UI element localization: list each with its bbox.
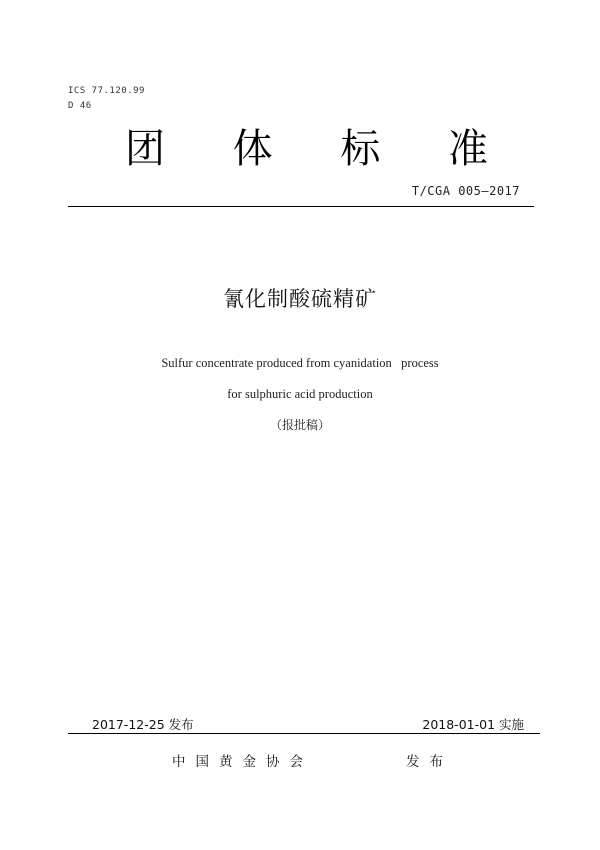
document-type-heading: [68, 120, 538, 178]
top-divider: [68, 206, 534, 207]
issue-date: 2017-12-25 发布: [92, 717, 194, 732]
ics-code: ICS 77.120.99: [68, 86, 145, 96]
publish-label: 发布: [406, 754, 453, 770]
ccs-code: D 46: [68, 101, 92, 111]
doc-type-char: 准: [447, 126, 488, 172]
title-english-line-2: for sulphuric acid production: [227, 387, 373, 401]
implementation-date: 2018-01-01 实施: [422, 717, 524, 732]
doc-type-char: 团: [125, 126, 165, 172]
standard-number: T/CGA 005—2017: [411, 184, 520, 198]
doc-type-char: 体: [232, 126, 273, 172]
publisher-name: 中国黄金协会: [172, 754, 313, 770]
draft-status: （报批稿）: [269, 418, 330, 432]
title-english-line-1: Sulfur concentrate produced from cyanidation process: [161, 356, 439, 370]
title-chinese: 氰化制酸硫精矿: [223, 287, 377, 311]
bottom-divider: [68, 733, 540, 734]
doc-type-char: 标: [340, 126, 381, 172]
